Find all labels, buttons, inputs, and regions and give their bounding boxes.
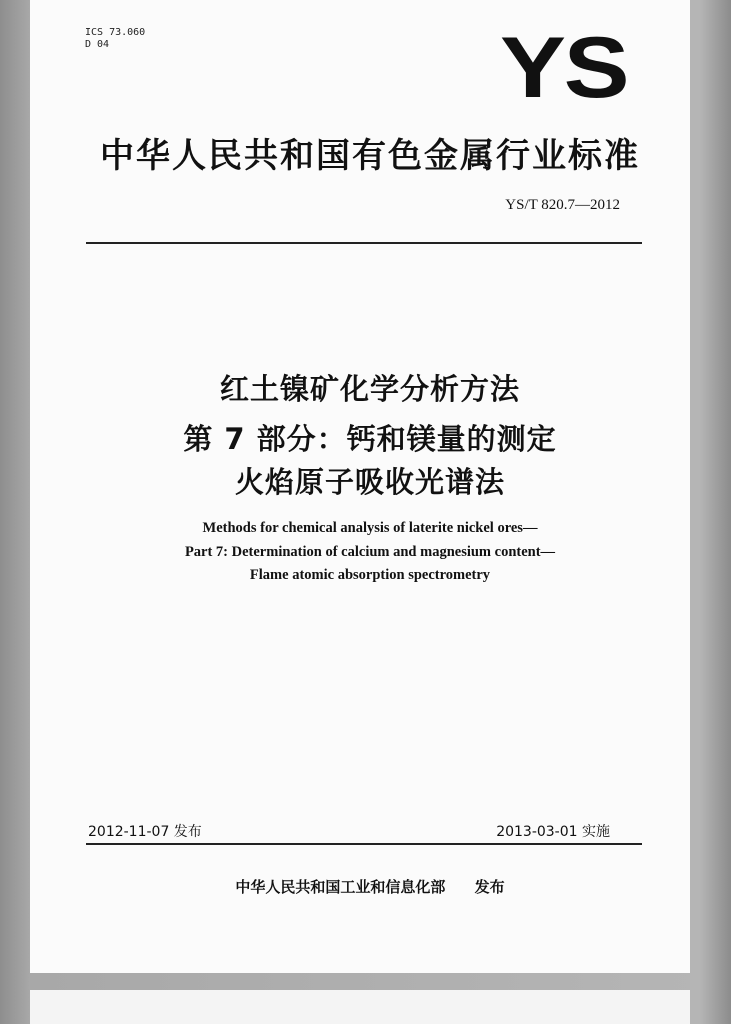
implementation-date: 2013-03-01 实施	[496, 824, 610, 840]
class-code: D 04	[85, 39, 110, 50]
org-title: 中华人民共和国有色金属行业标准	[100, 136, 640, 176]
title-cn-line1: 红土镍矿化学分析方法	[219, 372, 520, 406]
title-cn-line2: 第 7 部分：钙和镁量的测定	[183, 422, 557, 456]
classification-codes	[85, 27, 145, 51]
issuing-authority: 中华人民共和国工业和信息化部 发布	[235, 878, 505, 896]
title-en-line2: Part 7: Determination of calcium and magnesium content—	[184, 544, 556, 560]
title-cn-line3: 火焰原子吸收光谱法	[234, 465, 505, 499]
issue-date: 2012-11-07 发布	[88, 824, 202, 840]
standard-number: YS/T 820.7—2012	[505, 197, 620, 213]
bottom-divider	[86, 843, 642, 845]
next-page-edge	[30, 990, 690, 1024]
document-page	[30, 0, 690, 973]
title-en-line1: Methods for chemical analysis of laterite nickel ores—	[202, 520, 538, 536]
top-divider	[86, 242, 642, 244]
title-en-line3: Flame atomic absorption spectrometry	[249, 567, 491, 583]
ics-code: ICS 73.060	[85, 27, 146, 38]
ys-logo: YS	[500, 20, 628, 116]
